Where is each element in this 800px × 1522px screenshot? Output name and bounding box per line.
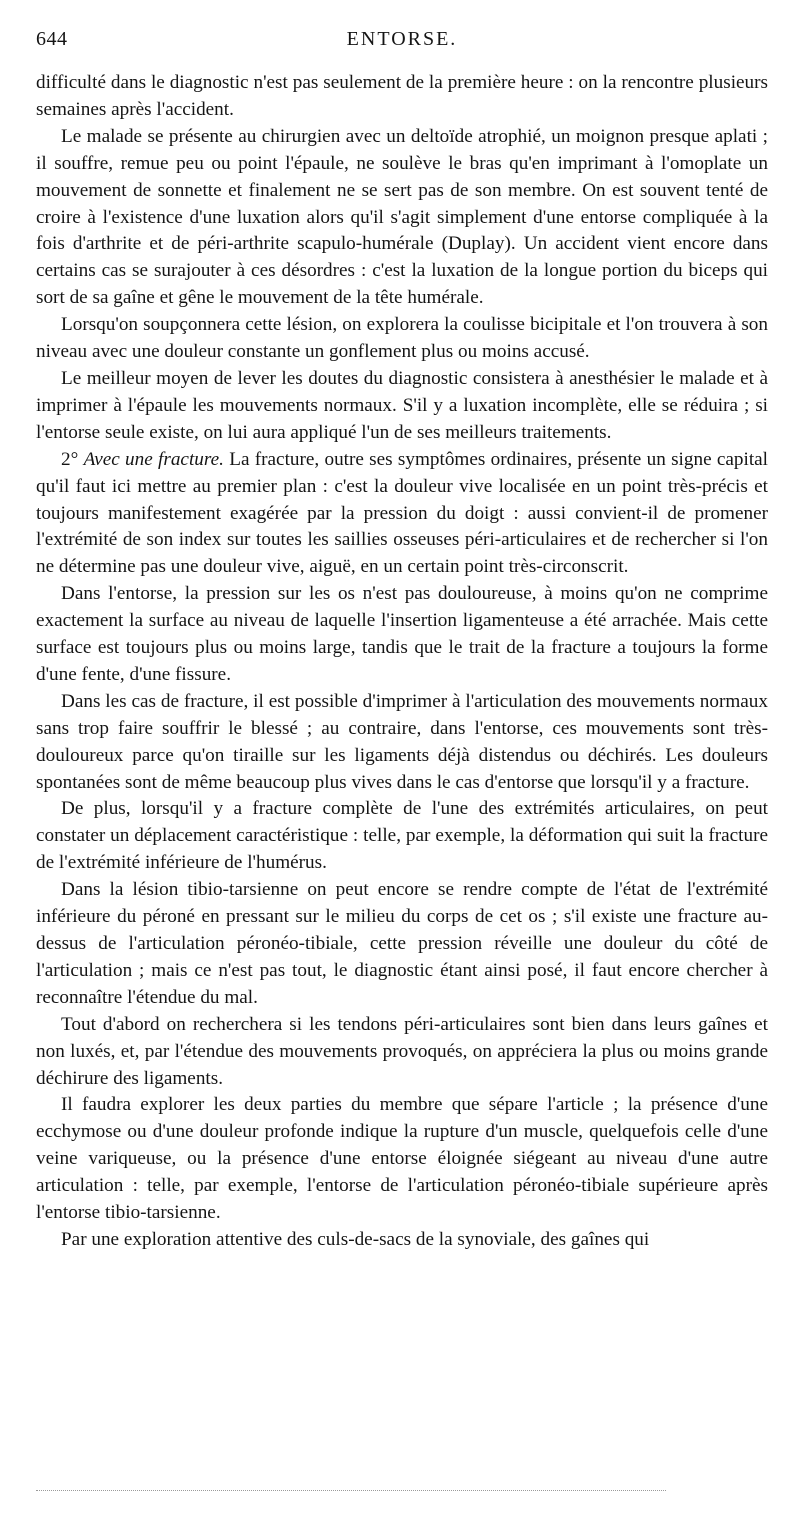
paragraph-displacement: De plus, lorsqu'il y a fracture complète de l'une des extrémités articulaires, on peut constater un déplacement caractéristique : telle, par exemple, la déformation qui suit la fracture de l'extrémité inférieure de l'humérus. — [36, 798, 768, 874]
paragraph-movements: Dans les cas de fracture, il est possible d'imprimer à l'articulation des mouvements normaux sans trop faire souffrir le blessé ; au contraire, dans l'entorse, ces mouvements sont très-douloureux parce qu'on tiraille sur les ligaments déjà distendus ou déchirés. Les douleurs spontanées sont de même beaucoup plus vives dans le cas d'entorse que lorsqu'il y a fracture. — [36, 690, 768, 793]
page-number: 644 — [36, 28, 68, 50]
section-title: Avec une fracture. — [83, 448, 224, 470]
paragraph-tibio-tarsal: Dans la lésion tibio-tarsienne on peut encore se rendre compte de l'état de l'extrémité inférieure du péroné en pressant sur le milieu du corps de cet os ; s'il existe une fracture au-dessus de l'articulation péronéo-tibiale, cette pression réveille une douleur du côté de l'articulation ; mais ce n'est pas tout, le diagnostic étant ainsi posé, il faut encore chercher à reconnaître l'étendue du mal. — [36, 879, 768, 1008]
paragraph-continuation: difficulté dans le diagnostic n'est pas seulement de la première heure : on la rencontre plusieurs semaines après l'accident. — [36, 72, 768, 120]
body-text — [36, 70, 768, 1254]
paragraph-tendons: Tout d'abord on recherchera si les tendons péri-articulaires sont bien dans leurs gaînes et non luxés, et, par l'étendue des mouvements provoqués, on appréciera la plus ou moins grande déchirure des ligaments. — [36, 1013, 768, 1089]
paragraph-fracture-section — [36, 447, 768, 582]
paragraph-synovial: Par une exploration attentive des culs-de-sacs de la synoviale, des gaînes qui — [61, 1228, 650, 1250]
section-text: La fracture, outre ses symptômes ordinaires, présente un signe capital qu'il faut ici mettre au premier plan : c'est la douleur vive localisée en un point très-précis et toujours manifestement exagérée par la pression du doigt : aussi convient-il de promener l'extrémité de son index sur toutes les saillies osseuses péri-articulaires et de rechercher si l'on ne détermine pas une douleur vive, aiguë, en un certain point très-circonscrit. — [36, 448, 768, 578]
section-number: 2° — [61, 448, 79, 470]
page-header — [36, 28, 768, 58]
paragraph-explore-limb: Il faudra explorer les deux parties du membre que sépare l'article ; la présence d'une ecchymose ou d'une douleur profonde indique la rupture d'un muscle, quelquefois celle d'une veine variqueuse, ou la présence d'une entorse éloignée siégeant au niveau d'une autre articulation : telle, par exemple, l'entorse de l'articulation péronéo-tibiale supérieure après l'entorse tibio-tarsienne. — [36, 1094, 768, 1224]
footer-rule — [36, 1490, 666, 1491]
running-title: ENTORSE. — [346, 28, 458, 50]
paragraph-anesthesia: Le meilleur moyen de lever les doutes du diagnostic consistera à anesthésier le malade et à imprimer à l'épaule les mouvements normaux. S'il y a luxation incomplète, elle se réduira ; si l'entorse seule existe, on lui aura appliqué l'un de ses meilleurs traitements. — [36, 367, 768, 443]
paragraph-bicipital-groove: Lorsqu'on soupçonnera cette lésion, on explorera la coulisse bicipitale et l'on trouvera à son niveau avec une douleur constante un gonflement plus ou moins accusé. — [36, 314, 768, 363]
paragraph-pressure: Dans l'entorse, la pression sur les os n'est pas douloureuse, à moins qu'on ne comprime exactement la surface au niveau de laquelle l'insertion ligamenteuse a été arrachée. Mais cette surface est toujours plus ou moins large, tandis que le trait de la fracture a toujours la forme d'une fente, d'une fissure. — [36, 583, 768, 685]
paragraph-deltoid: Le malade se présente au chirurgien avec un deltoïde atrophié, un moignon presque aplati ; il souffre, remue peu ou point l'épaule, ne soulève le bras qu'en imprimant à l'omoplate un mouvement de sonnette et finalement ne se sert pas de son membre. On est souvent tenté de croire à l'existence d'une luxation alors qu'il s'agit simplement d'une entorse compliquée à la fois d'arthrite et de péri-arthrite scapulo-humérale (Duplay). Un accident vient encore dans certains cas se surajouter à ces désordres : c'est la luxation de la longue portion du biceps qui sort de sa gaîne et gêne le mouvement de la tête humérale. — [36, 125, 768, 309]
